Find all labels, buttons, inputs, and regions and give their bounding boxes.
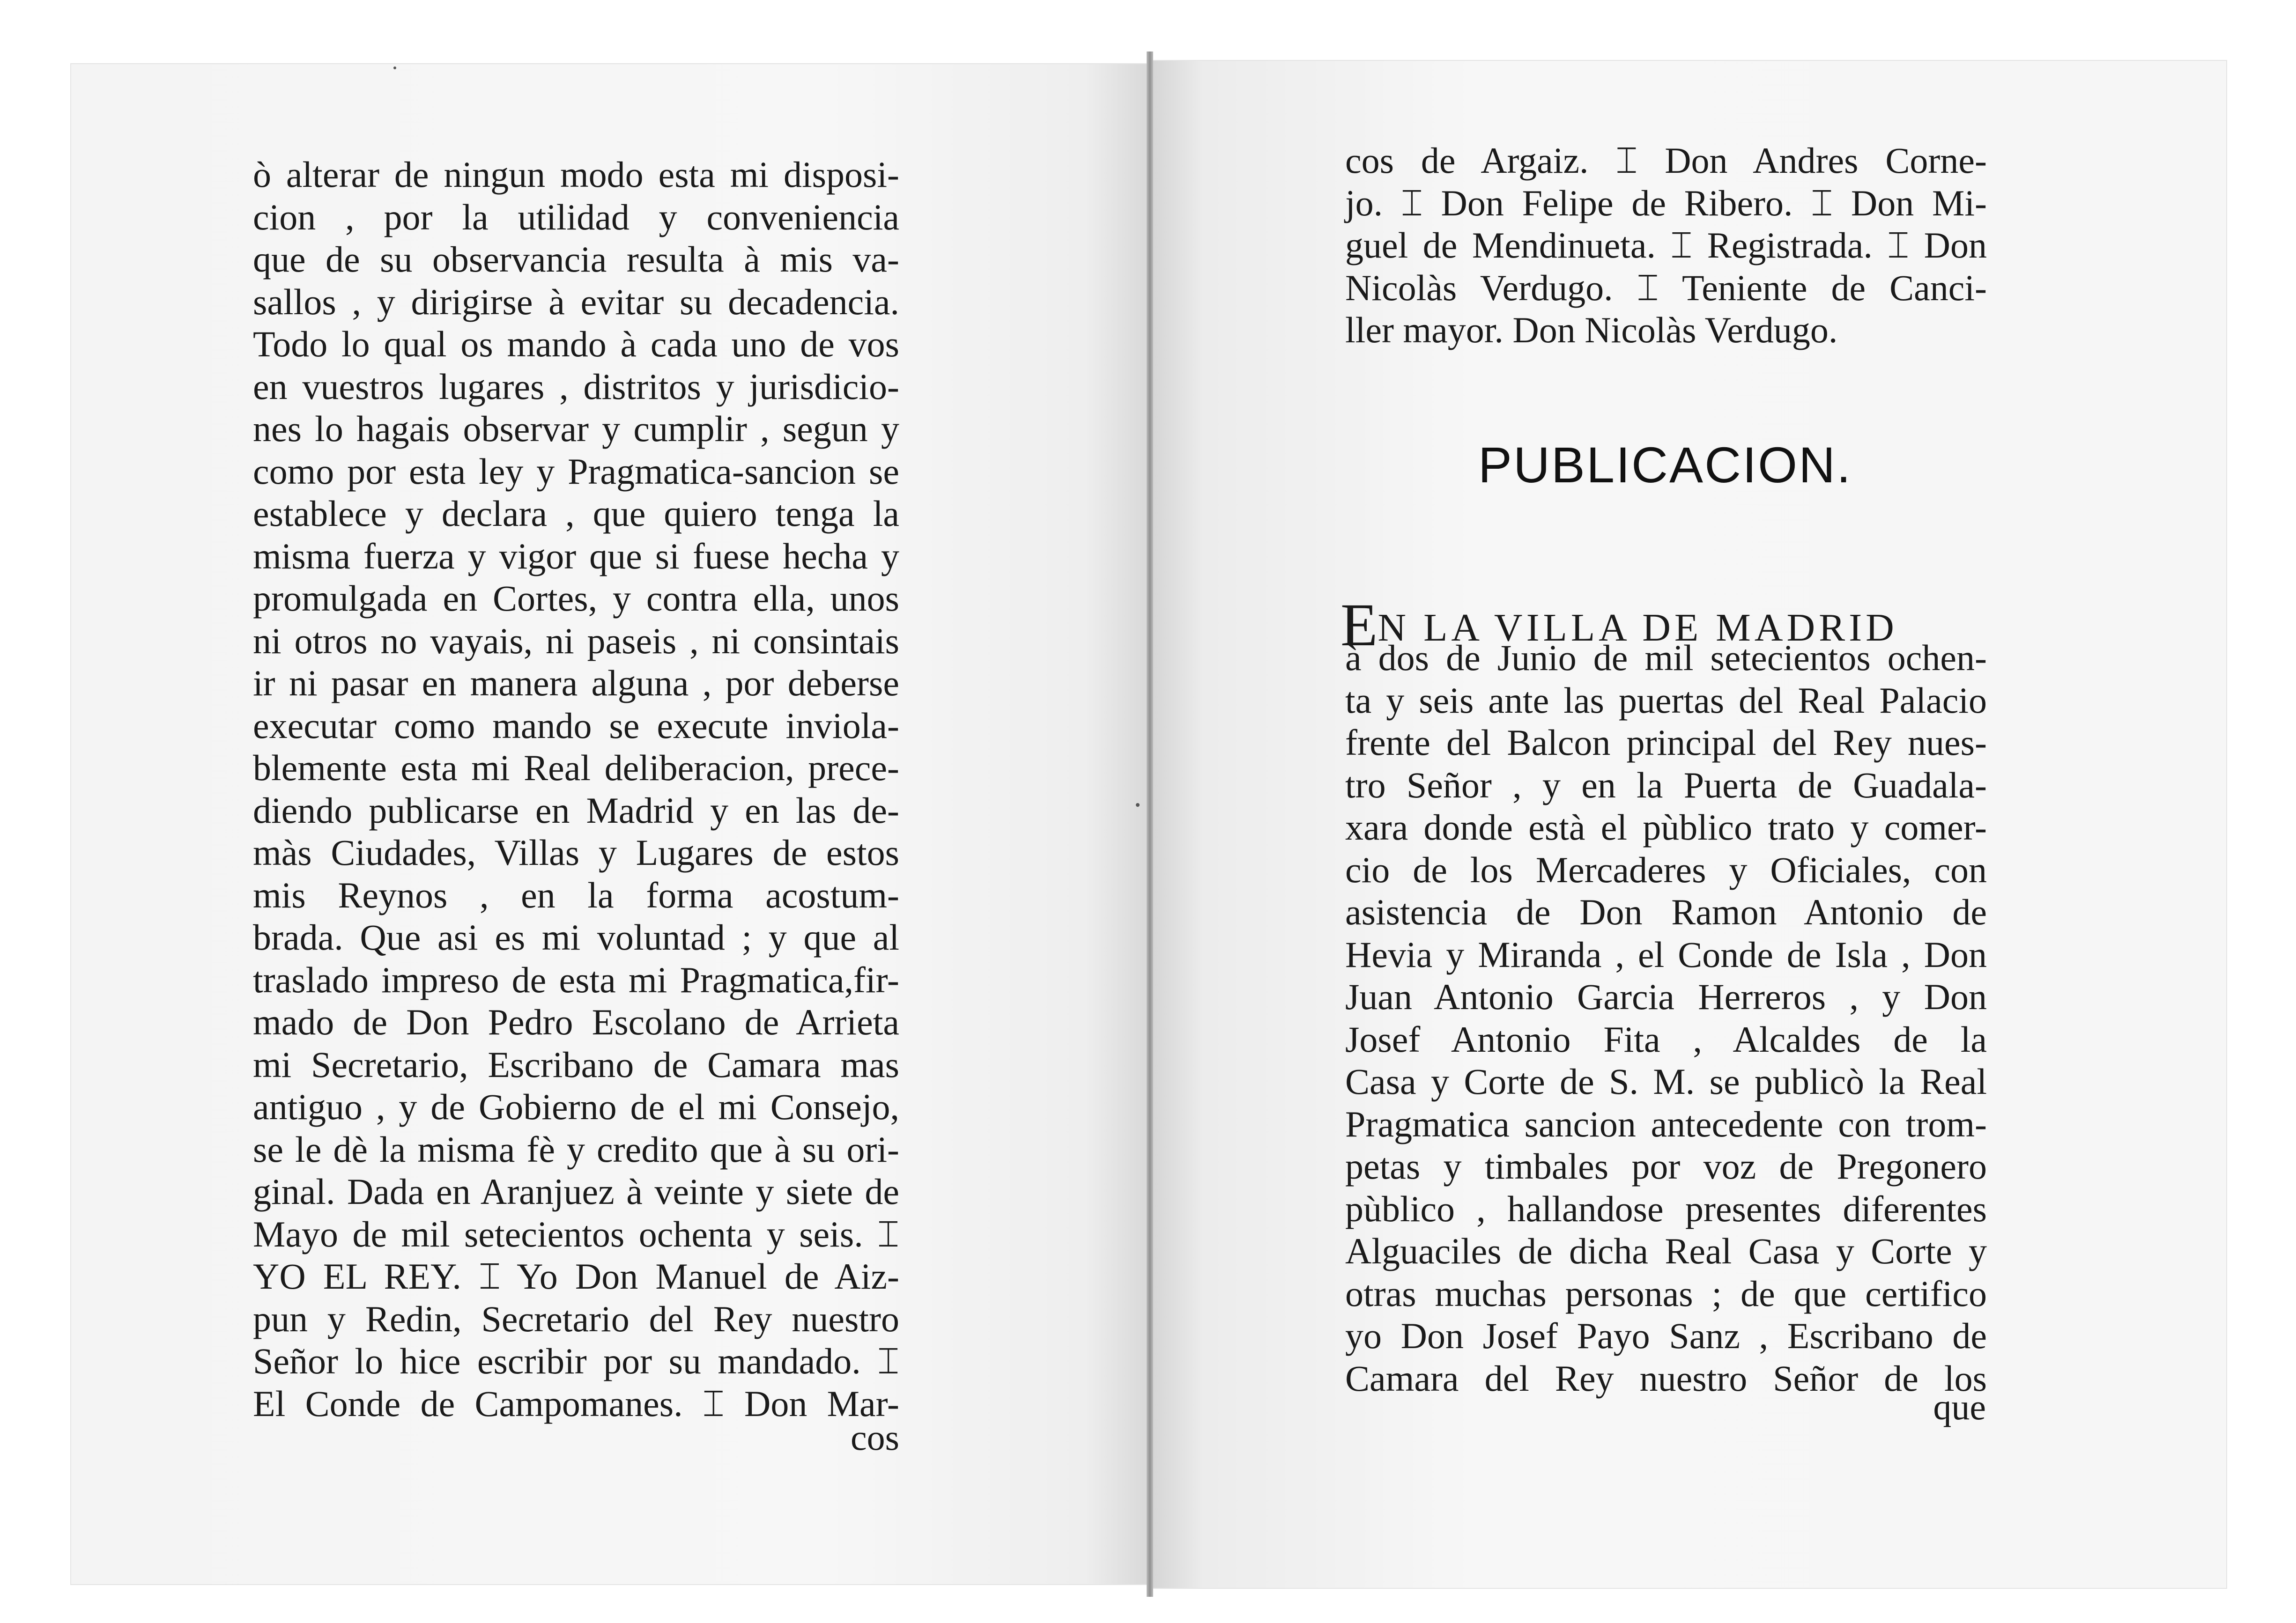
text-line: nes lo hagais observar y cumplir , segun y <box>253 408 899 449</box>
text-line: El Conde de Campomanes. ⌶ Don Mar- <box>253 1383 899 1424</box>
text-line: ller mayor. Don Nicolàs Verdugo. <box>1345 310 1838 350</box>
text-line: Nicolàs Verdugo. ⌶ Teniente de Canci- <box>1345 267 1987 308</box>
text-line: cion , por la utilidad y conveniencia <box>253 196 899 237</box>
text-line: Hevia y Miranda , el Conde de Isla , Don <box>1345 934 1987 975</box>
text-line: petas y timbales por voz de Pregonero <box>1345 1146 1987 1187</box>
binding-mark <box>1136 803 1140 807</box>
text-line: màs Ciudades, Villas y Lugares de estos <box>253 832 899 873</box>
book-gutter <box>1147 52 1153 1597</box>
text-line: Alguaciles de dicha Real Casa y Corte y <box>1345 1231 1987 1271</box>
publication-heading: PUBLICACION. <box>1478 436 1852 493</box>
text-line: Mayo de mil setecientos ochenta y seis. ⌶ <box>253 1213 899 1254</box>
text-line: en vuestros lugares , distritos y jurisdicio- <box>253 366 899 407</box>
text-line: ta y seis ante las puertas del Real Palacio <box>1345 679 1987 721</box>
right-page-continuation <box>1345 140 1987 352</box>
text-line: jo. ⌶ Don Felipe de Ribero. ⌶ Don Mi- <box>1345 182 1987 223</box>
paper-speck <box>393 66 396 69</box>
text-line: xara donde està el pùblico trato y comer- <box>1345 807 1987 848</box>
text-line: antiguo , y de Gobierno de el mi Consejo, <box>253 1086 899 1127</box>
text-line: mado de Don Pedro Escolano de Arrieta <box>253 1002 899 1042</box>
text-line: asistencia de Don Ramon Antonio de <box>1345 892 1987 932</box>
text-line: establece y declara , que quiero tenga la <box>253 493 899 534</box>
text-line: frente del Balcon principal del Rey nues- <box>1345 722 1987 763</box>
text-line: Casa y Corte de S. M. se publicò la Real <box>1345 1061 1987 1102</box>
text-line: que de su observancia resulta à mis va- <box>253 239 899 280</box>
text-line: Juan Antonio Garcia Herreros , y Don <box>1345 976 1987 1017</box>
text-line: pùblico , hallandose presentes diferentes <box>1345 1188 1987 1229</box>
text-line: mi Secretario, Escribano de Camara mas <box>253 1044 899 1085</box>
text-line: promulgada en Cortes, y contra ella, unos <box>253 578 899 619</box>
text-line: à dos de Junio de mil setecientos ochen- <box>1345 637 1987 678</box>
text-line: ir ni pasar en manera alguna , por deberse <box>253 663 899 703</box>
text-line: ginal. Dada en Aranjuez à veinte y siete de <box>253 1171 899 1212</box>
text-line: yo Don Josef Payo Sanz , Escribano de <box>1345 1315 1987 1356</box>
text-line: diendo publicarse en Madrid y en las de- <box>253 789 899 831</box>
text-line: misma fuerza y vigor que si fuese hecha y <box>253 535 899 576</box>
text-line: se le dè la misma fè y credito que à su ori- <box>253 1129 899 1170</box>
text-line: YO EL REY. ⌶ Yo Don Manuel de Aiz- <box>253 1256 899 1297</box>
opening-line-text: N LA VILLA DE MADRID <box>1378 606 1898 649</box>
text-line: como por esta ley y Pragmatica-sancion se <box>253 450 899 492</box>
text-line: otras muchas personas ; de que certifico <box>1345 1273 1987 1314</box>
text-line: guel de Mendinueta. ⌶ Registrada. ⌶ Don <box>1345 225 1987 266</box>
right-catchword: que <box>1933 1387 1986 1427</box>
text-line: pun y Redin, Secretario del Rey nuestro <box>253 1298 899 1339</box>
publication-body-text <box>1345 637 1987 1400</box>
text-line: sallos , y dirigirse à evitar su decadencia. <box>253 281 899 322</box>
text-line: tro Señor , y en la Puerta de Guadala- <box>1345 764 1987 805</box>
text-line: ò alterar de ningun modo esta mi disposi- <box>253 154 899 195</box>
text-line: traslado impreso de esta mi Pragmatica,fir- <box>253 959 899 1000</box>
text-line: cio de los Mercaderes y Oficiales, con <box>1345 849 1987 890</box>
text-line: Camara del Rey nuestro Señor de los <box>1345 1357 1987 1399</box>
left-catchword: cos <box>851 1417 899 1458</box>
text-line: cos de Argaiz. ⌶ Don Andres Corne- <box>1345 140 1987 181</box>
text-line: brada. Que asi es mi voluntad ; y que al <box>253 917 899 958</box>
text-line: Pragmatica sancion antecedente con trom- <box>1345 1103 1987 1144</box>
drop-initial: E <box>1341 591 1378 659</box>
text-line: ni otros no vayais, ni paseis , ni consintais <box>253 620 899 661</box>
text-line: mis Reynos , en la forma acostum- <box>253 874 899 915</box>
text-line: Josef Antonio Fita , Alcaldes de la <box>1345 1018 1987 1060</box>
text-line: executar como mando se execute inviola- <box>253 705 899 746</box>
text-line: Todo lo qual os mando à cada uno de vos <box>253 324 899 364</box>
text-line: Señor lo hice escribir por su mandado. ⌶ <box>253 1341 899 1381</box>
text-line: blemente esta mi Real deliberacion, prece- <box>253 747 899 788</box>
left-page-text <box>253 154 899 1425</box>
